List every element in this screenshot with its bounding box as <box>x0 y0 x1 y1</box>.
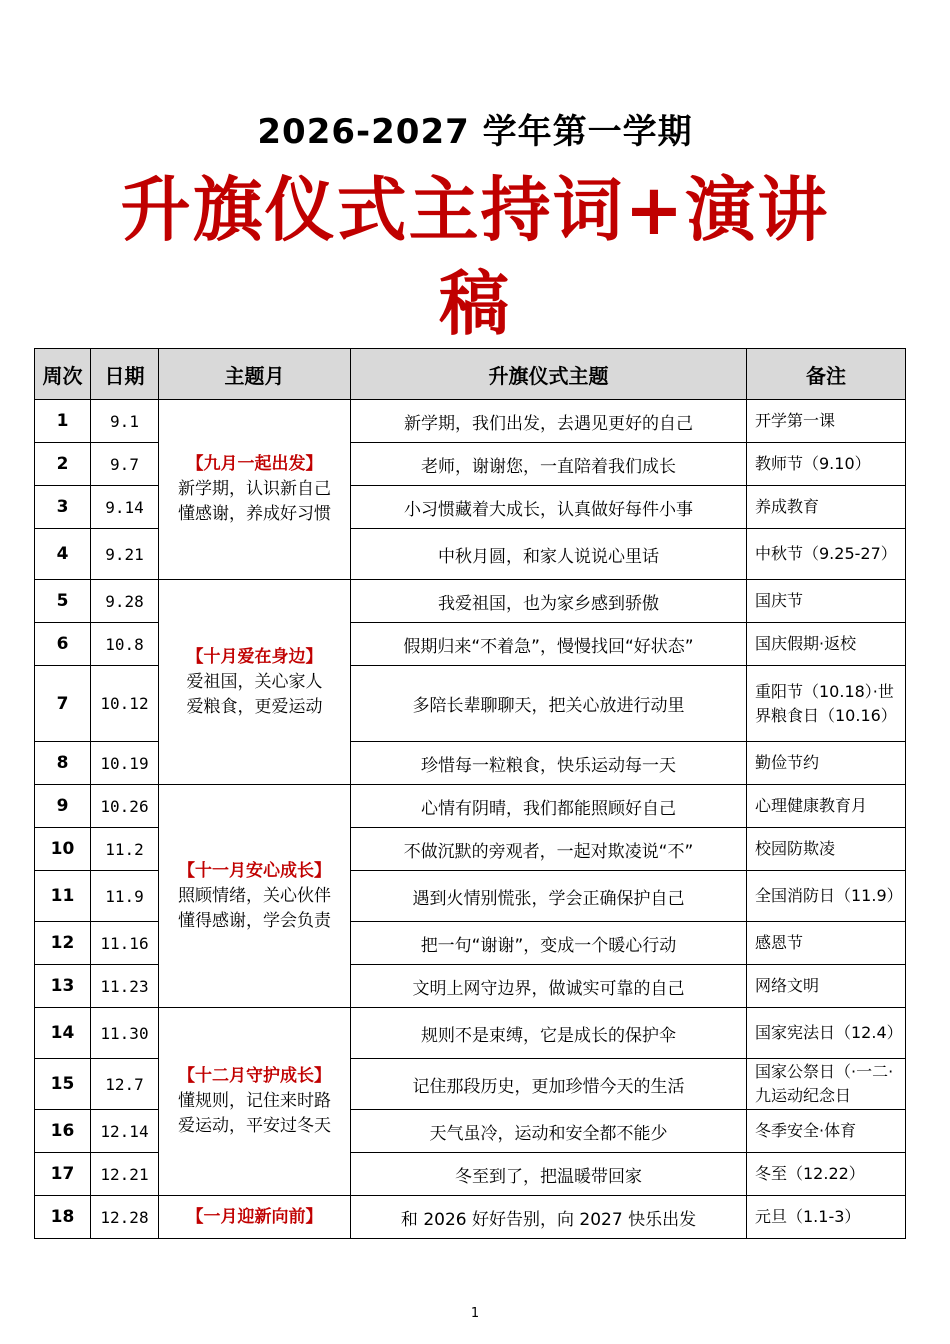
month-theme-desc: 懂感谢，养成好习惯 <box>178 504 331 524</box>
ceremony-theme: 新学期，我们出发，去遇见更好的自己 <box>351 400 747 443</box>
date-cell: 10.8 <box>91 623 159 666</box>
month-theme-cell <box>159 580 351 785</box>
note-cell: 冬至（12.22） <box>747 1153 906 1196</box>
week-number: 14 <box>35 1008 91 1059</box>
ceremony-theme: 多陪长辈聊聊天，把关心放进行动里 <box>351 666 747 742</box>
date-cell: 9.7 <box>91 443 159 486</box>
month-theme-cell <box>159 1196 351 1239</box>
week-number: 2 <box>35 443 91 486</box>
note-cell: 国庆假期·返校 <box>747 623 906 666</box>
ceremony-theme: 中秋月圆，和家人说说心里话 <box>351 529 747 580</box>
ceremony-theme: 遇到火情别慌张，学会正确保护自己 <box>351 871 747 922</box>
month-theme-cell <box>159 785 351 1008</box>
week-number: 12 <box>35 922 91 965</box>
date-cell: 9.28 <box>91 580 159 623</box>
ceremony-theme: 我爱祖国，也为家乡感到骄傲 <box>351 580 747 623</box>
ceremony-theme: 天气虽冷，运动和安全都不能少 <box>351 1110 747 1153</box>
week-number: 3 <box>35 486 91 529</box>
ceremony-theme: 小习惯藏着大成长，认真做好每件小事 <box>351 486 747 529</box>
month-theme-desc: 懂得感谢，学会负责 <box>178 910 331 931</box>
table-row <box>35 580 906 623</box>
date-cell: 11.2 <box>91 828 159 871</box>
month-theme-desc: 照顾情绪，关心伙伴 <box>178 885 331 906</box>
ceremony-theme: 规则不是束缚，它是成长的保护伞 <box>351 1008 747 1059</box>
ceremony-theme: 心情有阴晴，我们都能照顾好自己 <box>351 785 747 828</box>
week-number: 13 <box>35 965 91 1008</box>
date-cell: 12.28 <box>91 1196 159 1239</box>
ceremony-theme: 记住那段历史，更加珍惜今天的生活 <box>351 1059 747 1110</box>
week-number: 4 <box>35 529 91 580</box>
note-cell: 全国消防日（11.9） <box>747 871 906 922</box>
ceremony-theme: 文明上网守边界，做诚实可靠的自己 <box>351 965 747 1008</box>
month-theme-name: 【十一月安心成长】 <box>178 860 331 881</box>
date-cell: 12.21 <box>91 1153 159 1196</box>
week-number: 5 <box>35 580 91 623</box>
date-cell: 10.26 <box>91 785 159 828</box>
title-line-1: 升旗仪式主持词+演讲 <box>120 169 830 251</box>
ceremony-theme: 冬至到了，把温暖带回家 <box>351 1153 747 1196</box>
title-line-2: 稿 <box>439 263 511 345</box>
note-cell: 重阳节（10.18）·世界粮食日（10.16） <box>747 666 906 742</box>
document-subtitle: 2026-2027 学年第一学期 <box>257 112 693 152</box>
week-number: 17 <box>35 1153 91 1196</box>
header-week: 周次 <box>35 349 91 400</box>
week-number: 9 <box>35 785 91 828</box>
date-cell: 12.14 <box>91 1110 159 1153</box>
ceremony-theme: 把一句“谢谢”，变成一个暖心行动 <box>351 922 747 965</box>
week-number: 16 <box>35 1110 91 1153</box>
week-number: 6 <box>35 623 91 666</box>
note-cell: 开学第一课 <box>747 400 906 443</box>
date-cell: 9.21 <box>91 529 159 580</box>
ceremony-theme: 假期归来“不着急”，慢慢找回“好状态” <box>351 623 747 666</box>
table-row <box>35 785 906 828</box>
date-cell: 10.12 <box>91 666 159 742</box>
month-theme-desc: 爱运动，平安过冬天 <box>178 1116 331 1136</box>
month-theme-desc: 爱祖国，关心家人 <box>186 671 323 692</box>
note-cell: 冬季安全·体育 <box>747 1110 906 1153</box>
table-header-row <box>35 349 906 400</box>
month-theme-desc: 懂规则，记住来时路 <box>178 1091 331 1111</box>
date-cell: 9.1 <box>91 400 159 443</box>
date-cell: 11.16 <box>91 922 159 965</box>
ceremony-theme: 和 2026 好好告别，向 2027 快乐出发 <box>351 1196 747 1239</box>
note-cell: 国家宪法日（12.4） <box>747 1008 906 1059</box>
note-cell: 网络文明 <box>747 965 906 1008</box>
note-cell: 养成教育 <box>747 486 906 529</box>
header-notes: 备注 <box>747 349 906 400</box>
month-theme-name: 【十月爱在身边】 <box>186 646 323 667</box>
note-cell: 元旦（1.1-3） <box>747 1196 906 1239</box>
date-cell: 11.9 <box>91 871 159 922</box>
header-date: 日期 <box>91 349 159 400</box>
month-theme-name: 【一月迎新向前】 <box>186 1206 323 1227</box>
page-number: 1 <box>470 1306 480 1321</box>
date-cell: 9.14 <box>91 486 159 529</box>
week-number: 11 <box>35 871 91 922</box>
note-cell: 心理健康教育月 <box>747 785 906 828</box>
table-row <box>35 400 906 443</box>
date-cell: 11.23 <box>91 965 159 1008</box>
month-theme-name: 【十二月守护成长】 <box>178 1066 331 1086</box>
month-theme-desc: 爱粮食，更爱运动 <box>186 696 323 717</box>
note-cell: 国庆节 <box>747 580 906 623</box>
date-cell: 12.7 <box>91 1059 159 1110</box>
ceremony-theme: 不做沉默的旁观者，一起对欺凌说“不” <box>351 828 747 871</box>
ceremony-theme: 珍惜每一粒粮食，快乐运动每一天 <box>351 742 747 785</box>
week-number: 7 <box>35 666 91 742</box>
week-number: 1 <box>35 400 91 443</box>
month-theme-name: 【九月一起出发】 <box>186 454 323 474</box>
month-theme-cell <box>159 1008 351 1196</box>
date-cell: 11.30 <box>91 1008 159 1059</box>
document-title <box>0 163 950 351</box>
week-number: 15 <box>35 1059 91 1110</box>
schedule-table <box>34 348 906 1239</box>
ceremony-theme: 老师，谢谢您，一直陪着我们成长 <box>351 443 747 486</box>
note-cell: 中秋节（9.25-27） <box>747 529 906 580</box>
header-month-theme: 主题月 <box>159 349 351 400</box>
note-cell: 勤俭节约 <box>747 742 906 785</box>
note-cell: 校园防欺凌 <box>747 828 906 871</box>
week-number: 8 <box>35 742 91 785</box>
header-ceremony-theme: 升旗仪式主题 <box>351 349 747 400</box>
table-row <box>35 1008 906 1059</box>
table-row <box>35 1196 906 1239</box>
note-cell: 教师节（9.10） <box>747 443 906 486</box>
date-cell: 10.19 <box>91 742 159 785</box>
note-cell: 感恩节 <box>747 922 906 965</box>
week-number: 18 <box>35 1196 91 1239</box>
note-cell: 国家公祭日（·一二·九运动纪念日 <box>747 1059 906 1110</box>
month-theme-desc: 新学期，认识新自己 <box>178 479 331 499</box>
week-number: 10 <box>35 828 91 871</box>
month-theme-cell <box>159 400 351 580</box>
